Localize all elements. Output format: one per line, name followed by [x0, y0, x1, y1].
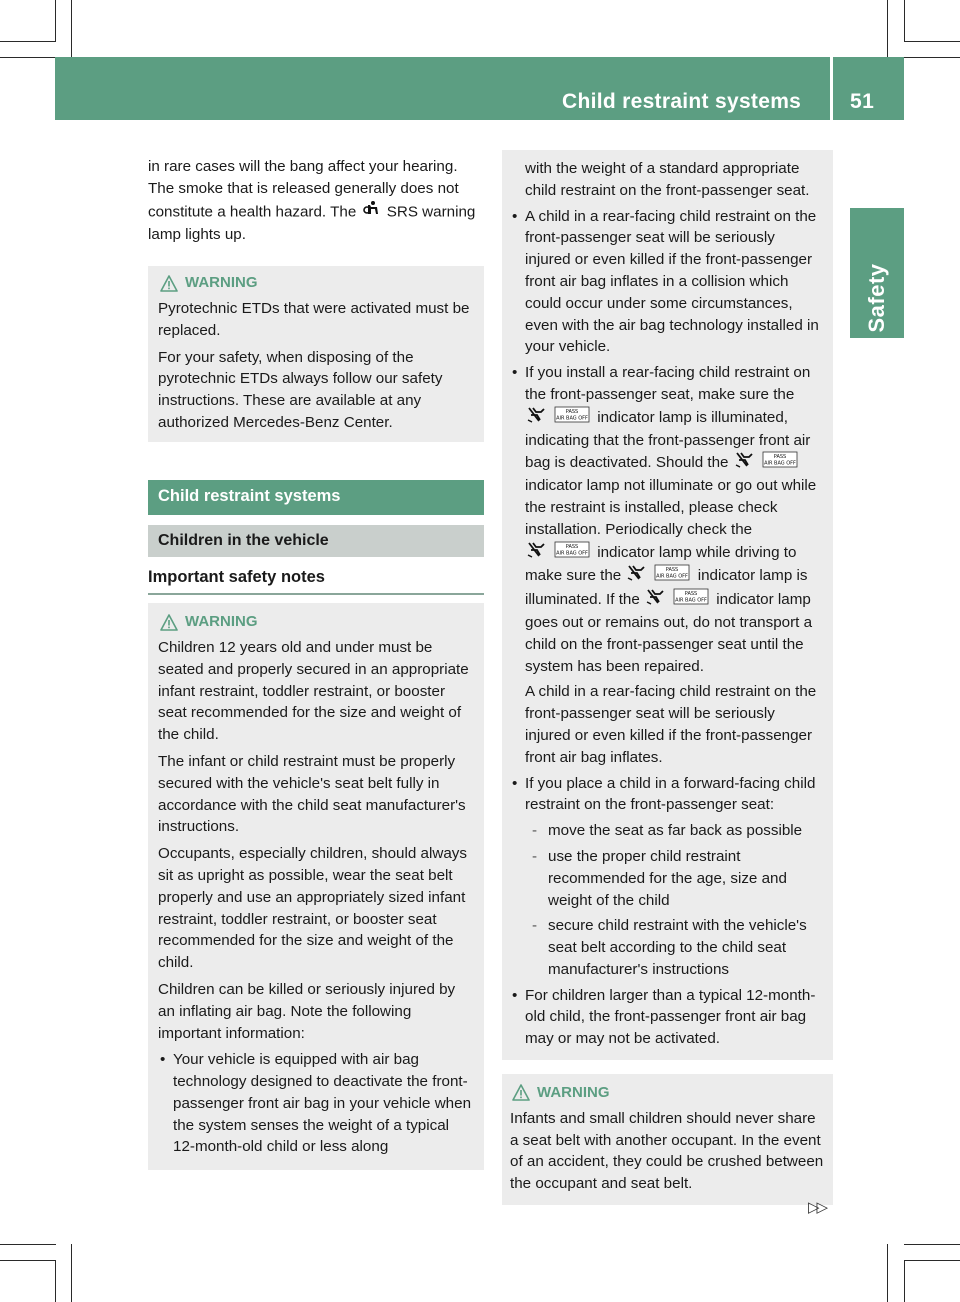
warning-text: Children 12 years old and under must be seated and properly secured in an appropriate infant restraint, toddler restraint, or booster seat recommended for the size and weight of the child. [158, 638, 469, 744]
bullet-item [510, 362, 824, 677]
page-number: 51 [850, 90, 875, 113]
header-divider [830, 57, 833, 120]
crop-mark [0, 1244, 56, 1245]
crop-mark [904, 41, 960, 42]
bullet-item: • A child in a rear-facing child restraint on the front-passenger seat will be seriously injured or even killed if the front-passenger front air bag inflates in a collision which could occur under some circumstances, even with the air bag technology installed in your vehicle. [510, 206, 824, 359]
bullet-item: • For children larger than a typical 12-month-old child, the front-passenger front air bag may or may not be activated. [510, 985, 824, 1050]
crop-mark [904, 0, 905, 42]
header-title: Child restraint systems [562, 90, 802, 113]
crop-mark [55, 1260, 56, 1302]
intro-text: in rare cases will the bang affect your hearing. The smoke that is released generally does not constitute a health hazard. The [148, 158, 459, 221]
pass-airbag-off-icon [527, 541, 591, 565]
airbag-off-label: AIR BAG OFF [675, 597, 707, 604]
crop-mark [0, 1260, 56, 1261]
bullet-extra-text: A child in a rear-facing child restraint on the front-passenger seat will be seriously injured or even killed if the front-passenger front air bag inflates. [525, 683, 817, 766]
subsubsection-heading: Important safety notes [148, 557, 484, 595]
warning-heading [158, 272, 475, 294]
bullet-text: indicator lamp while driving to make sure the [525, 543, 797, 585]
left-column [148, 156, 484, 1170]
warning-label: WARNING [185, 274, 258, 292]
warning-heading [510, 1082, 824, 1104]
warning-label: WARNING [537, 1084, 610, 1102]
pass-airbag-off-icon [646, 588, 710, 612]
airbag-off-label: AIR BAG OFF [656, 573, 689, 580]
bullet-item: • If you place a child in a forward-facing child restraint on the front-passenger seat: [510, 773, 824, 817]
pass-label: PASS [666, 567, 679, 574]
continue-arrow-icon: ▷▷ [808, 1199, 826, 1216]
bullet-text: If you install a rear-facing child restraint on the front-passenger seat, make sure the [525, 364, 811, 403]
crop-mark [904, 57, 960, 58]
crop-mark [904, 1260, 960, 1261]
intro-paragraph [148, 156, 484, 246]
warning-text: Pyrotechnic ETDs that were activated must be replaced. [158, 299, 470, 339]
warning-box [148, 603, 484, 1170]
crop-mark [55, 0, 56, 42]
bullet-text: indicator lamp not illuminate or go out while the restraint is installed, please check installation. Periodically check the [525, 477, 817, 538]
warning-heading [158, 611, 475, 633]
pass-label: PASS [684, 591, 698, 598]
crop-mark [904, 1244, 960, 1245]
warning-text: Infants and small children should never share a seat belt with another occupant. In the event of an accident, they could be crushed between the occupant and seat belt. [510, 1109, 824, 1193]
bullet-text: indicator lamp goes out or remains out, do not transport a child on the front-passenger seat until the system has been repaired. [525, 591, 813, 675]
bullet-text: indicator lamp is illuminated. If the [525, 567, 808, 609]
warning-box [148, 266, 484, 442]
pass-airbag-off-icon [527, 406, 591, 430]
continued-text: with the weight of a standard appropriate child restraint on the front-passenger seat. [525, 160, 810, 199]
dash-item: - use the proper child restraint recommended for the age, size and weight of the child [510, 846, 824, 911]
pass-airbag-off-icon [627, 564, 691, 588]
airbag-off-label: AIR BAG OFF [556, 550, 588, 557]
warning-triangle-icon [160, 275, 178, 292]
bullet-item: • Your vehicle is equipped with air bag technology designed to deactivate the front-passenger front air bag in your vehicle when the system senses the weight of a typical 12-month-old child or less along [158, 1049, 475, 1158]
crop-mark [0, 41, 56, 42]
warning-text: Children can be killed or seriously injured by an inflating air bag. Note the following important information: [158, 980, 456, 1042]
crop-mark [887, 1244, 888, 1302]
subsection-heading: Children in the vehicle [148, 525, 484, 558]
crop-mark [71, 1244, 72, 1302]
crop-mark [887, 0, 888, 58]
warning-continuation-box [502, 150, 833, 1060]
side-tab-label: Safety [864, 263, 889, 333]
crop-mark [0, 57, 56, 58]
pass-label: PASS [565, 543, 579, 550]
section-heading: Child restraint systems [148, 480, 484, 515]
crop-mark [71, 0, 72, 58]
dash-item: - secure child restraint with the vehicle's seat belt according to the child seat manufacturer's instructions [510, 915, 824, 980]
warning-text: Occupants, especially children, should always sit as upright as possible, wear the seat belt properly and use an appropriately sized infant restraint, toddler restraint, or booster seat recommended for the size and weight of the child. [158, 845, 467, 972]
pass-label: PASS [773, 454, 786, 461]
warning-text: The infant or child restraint must be properly secured with the vehicle's seat belt fully in accordance with the child seat manufacturer's instructions. [158, 752, 466, 836]
warning-triangle-icon [160, 614, 178, 631]
warning-label: WARNING [185, 613, 258, 631]
crop-mark [904, 1260, 905, 1302]
airbag-off-label: AIR BAG OFF [556, 415, 588, 422]
pass-label: PASS [565, 408, 579, 415]
airbag-off-label: AIR BAG OFF [763, 460, 796, 467]
pass-airbag-off-icon [735, 451, 799, 475]
right-column [502, 150, 833, 1205]
intro-text-end: SRS warning lamp lights up. [148, 203, 476, 244]
warning-box [502, 1074, 833, 1205]
warning-triangle-icon [512, 1084, 530, 1101]
bullet-text: indicator lamp is illuminated, indicating that the front-passenger front air bag is deactivated. Should the [525, 408, 811, 472]
dash-item: - move the seat as far back as possible [510, 820, 824, 842]
warning-text: For your safety, when disposing of the pyrotechnic ETDs always follow our safety instructions. These are available at any authorized Mercedes-Benz Center. [158, 348, 443, 431]
srs-warning-icon [363, 200, 381, 225]
